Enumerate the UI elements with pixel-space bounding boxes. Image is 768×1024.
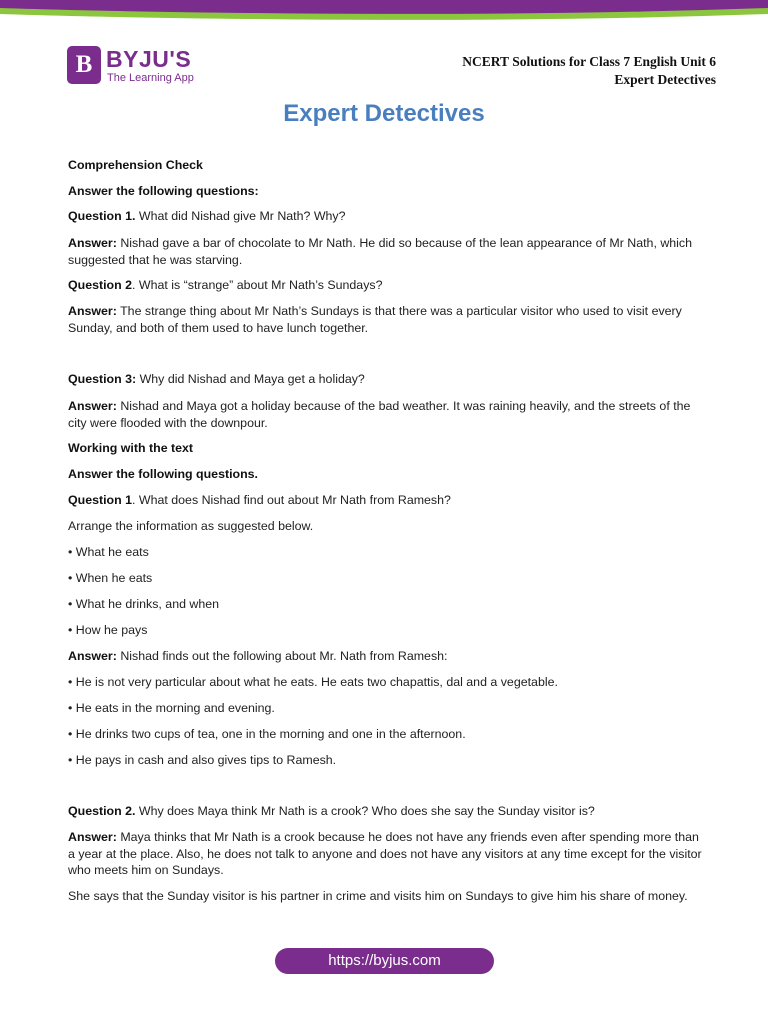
document-header (462, 53, 716, 89)
header-line-1: NCERT Solutions for Class 7 English Unit 6 (462, 54, 716, 69)
logo-tagline: The Learning App (107, 72, 194, 84)
working-answer-2: Answer: Maya thinks that Mr Nath is a crook because he does not have any friends even after spending more than a year at the place. Also, he does not talk to anyone and does not have any visitors at any time except for the visitor who meets him on Sundays. (68, 830, 702, 877)
working-answer-1: Answer: Nishad finds out the following about Mr. Nath from Ramesh: (68, 649, 448, 663)
list-item: • What he eats (68, 545, 149, 559)
section-instruction-2: Answer the following questions. (68, 467, 258, 481)
header-line-2: Expert Detectives (614, 72, 716, 87)
working-question-1: Question 1. What does Nishad find out about Mr Nath from Ramesh? (68, 493, 451, 507)
arrange-instruction: Arrange the information as suggested below. (68, 519, 314, 533)
list-item: • He drinks two cups of tea, one in the morning and one in the afternoon. (68, 727, 466, 741)
top-bar-graphic (0, 0, 768, 30)
page-title: Expert Detectives (283, 100, 485, 127)
list-item: • How he pays (68, 623, 148, 637)
answer-2: Answer: The strange thing about Mr Nath’s Sundays is that there was a particular visitor who used to visit every Sunday, and both of them used to have lunch together. (68, 304, 682, 335)
section-instruction-1: Answer the following questions: (68, 184, 259, 198)
list-item: • He pays in cash and also gives tips to Ramesh. (68, 753, 337, 767)
question-2: Question 2. What is “strange” about Mr Nath’s Sundays? (68, 278, 383, 292)
question-3: Question 3: Why did Nishad and Maya get a holiday? (68, 372, 365, 386)
list-item: • He eats in the morning and evening. (68, 701, 275, 715)
list-item: • When he eats (68, 571, 153, 585)
section-heading-working: Working with the text (68, 441, 194, 455)
footer-website-link[interactable]: https://byjus.com (275, 948, 494, 974)
section-heading-comprehension: Comprehension Check (68, 158, 203, 172)
logo-letter: B (75, 51, 93, 78)
logo-name: BYJU'S (106, 46, 192, 72)
question-1: Question 1. What did Nishad give Mr Nath? Why? (68, 209, 346, 223)
answer-1: Answer: Nishad gave a bar of chocolate to Mr Nath. He did so because of the lean appearance of Mr Nath, which suggested that he was starving. (68, 236, 693, 267)
answer-3: Answer: Nishad and Maya got a holiday because of the bad weather. It was raining heavily, and the streets of the city were flooded with the downpour. (68, 399, 691, 430)
working-answer-2-continued: She says that the Sunday visitor is his partner in crime and visits him on Sundays to give him his share of money. (68, 889, 688, 903)
list-item: • What he drinks, and when (68, 597, 220, 611)
top-decorative-bar (0, 0, 768, 30)
list-item: • He is not very particular about what he eats. He eats two chapattis, dal and a vegetable. (68, 675, 558, 689)
working-question-2: Question 2. Why does Maya think Mr Nath is a crook? Who does she say the Sunday visitor is? (68, 804, 595, 818)
